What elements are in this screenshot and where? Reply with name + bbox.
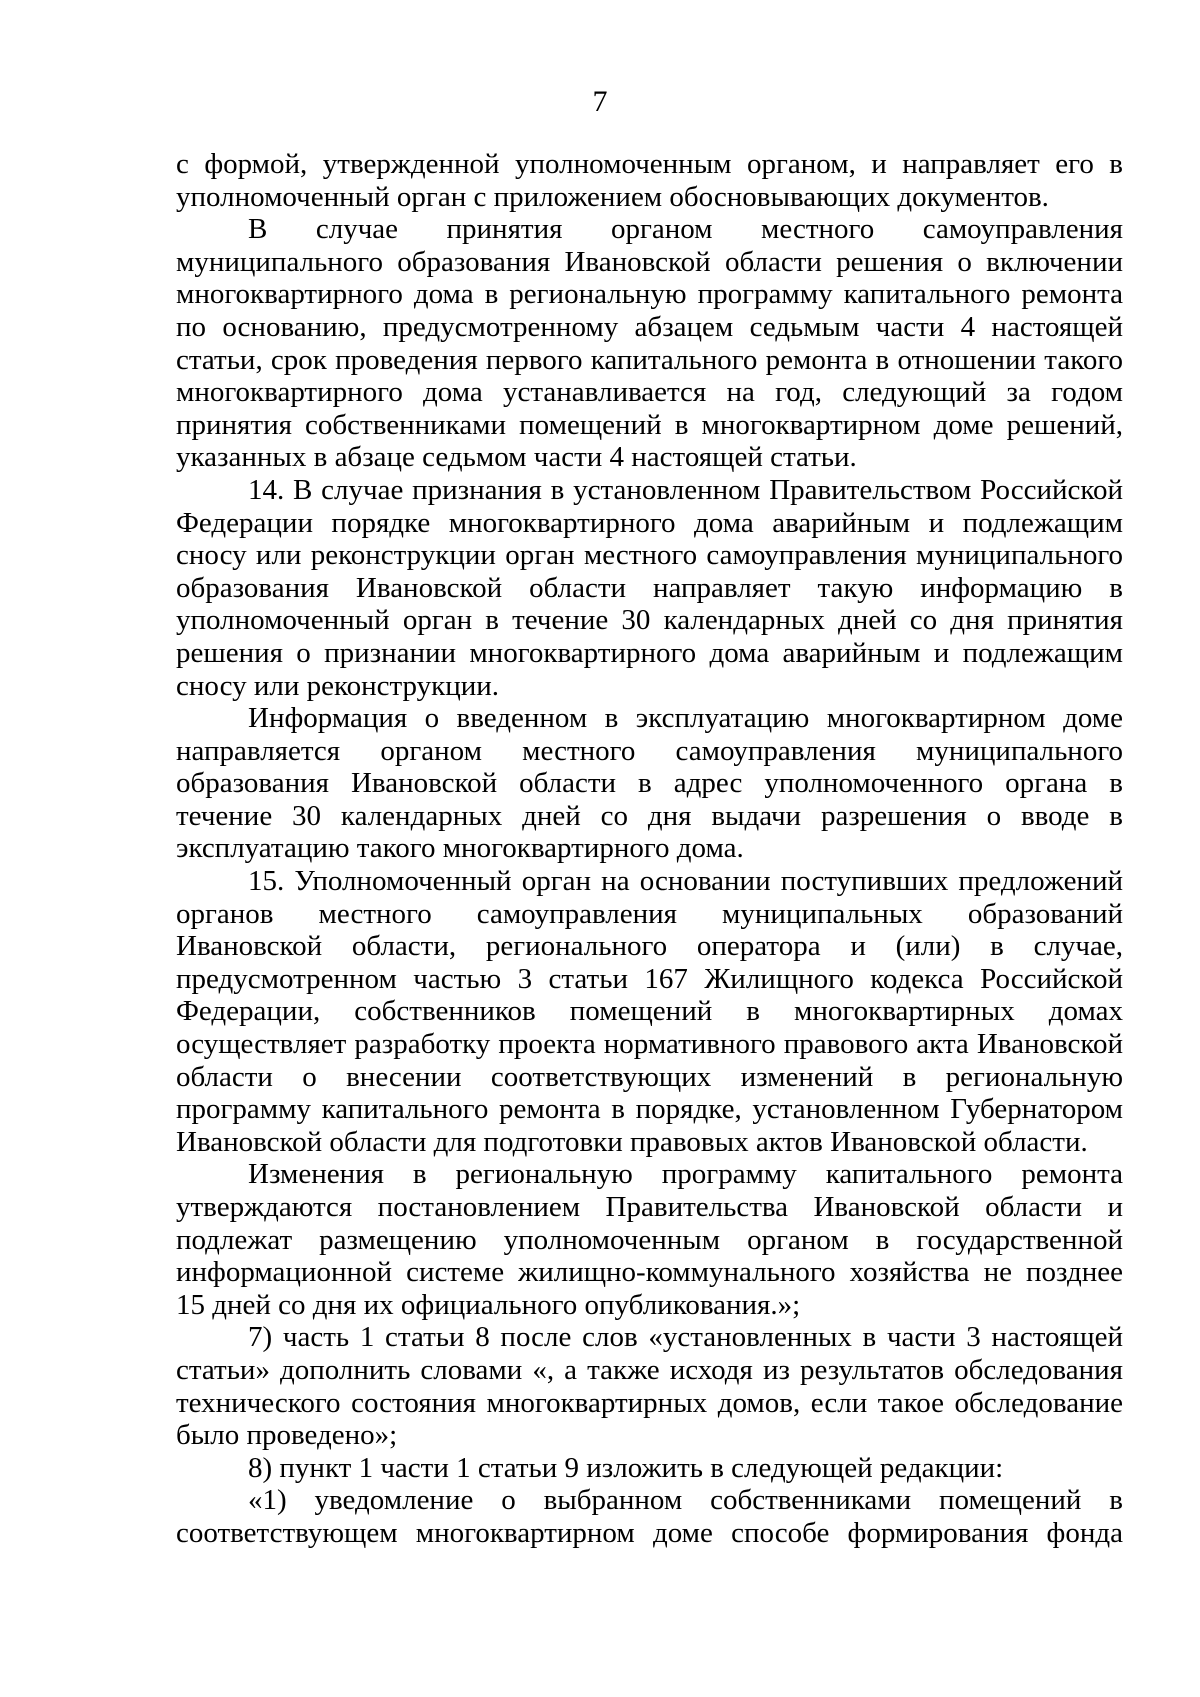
paragraph-new-item-1: «1) уведомление о выбранном собственниками помещений в соответствующем многоквартирном доме способе формирования фонда: [176, 1484, 1123, 1549]
document-body: [176, 148, 1123, 1550]
paragraph-item-15: 15. Уполномоченный орган на основании поступивших предложений органов местного самоуправления муниципальных образований Ивановской области, регионального оператора и (или) в случае, предусмотренном частью 3 статьи 167 Жилищного кодекса Российской Федерации, собственников помещений в многоквартирных домах осуществляет разработку проекта нормативного правового акта Ивановской области о внесении соответствующих изменений в региональную программу капитального ремонта в порядке, установленном Губернатором Ивановской области для подготовки правовых актов Ивановской области.: [176, 865, 1123, 1158]
page-number: 7: [592, 85, 608, 118]
paragraph-amendment-8: 8) пункт 1 части 1 статьи 9 изложить в следующей редакции:: [248, 1451, 1004, 1484]
paragraph-commissioning-info: Информация о введенном в эксплуатацию многоквартирном доме направляется органом местного самоуправления муниципального образования Ивановской области в адрес уполномоченного органа в течение 30 календарных дней со дня выдачи разрешения о вводе в эксплуатацию такого многоквартирного дома.: [176, 702, 1123, 865]
paragraph-continuation: с формой, утвержденной уполномоченным органом, и направляет его в уполномоченный орган с приложением обосновывающих документов.: [176, 148, 1123, 213]
paragraph-repair-term: В случае принятия органом местного самоуправления муниципального образования Ивановской области решения о включении многоквартирного дома в региональную программу капитального ремонта по основанию, предусмотренному абзацем седьмым части 4 настоящей статьи, срок проведения первого капитального ремонта в отношении такого многоквартирного дома устанавливается на год, следующий за годом принятия собственниками помещений в многоквартирном доме решений, указанных в абзаце седьмом части 4 настоящей статьи.: [176, 213, 1123, 474]
paragraph-item-14: 14. В случае признания в установленном Правительством Российской Федерации порядке многоквартирного дома аварийным и подлежащим сносу или реконструкции орган местного самоуправления муниципального образования Ивановской области направляет такую информацию в уполномоченный орган в течение 30 календарных дней со дня принятия решения о признании многоквартирного дома аварийным и подлежащим сносу или реконструкции.: [176, 473, 1123, 702]
paragraph-program-changes: Изменения в региональную программу капитального ремонта утверждаются постановлением Правительства Ивановской области и подлежат размещению уполномоченным органом в государственной информационной системе жилищно-коммунального хозяйства не позднее 15 дней со дня их официального опубликования.»;: [176, 1158, 1123, 1321]
paragraph-amendment-7: 7) часть 1 статьи 8 после слов «установленных в части 3 настоящей статьи» дополнить словами «, а также исходя из результатов обследования технического состояния многоквартирных домов, если такое обследование было проведено»;: [176, 1321, 1123, 1452]
